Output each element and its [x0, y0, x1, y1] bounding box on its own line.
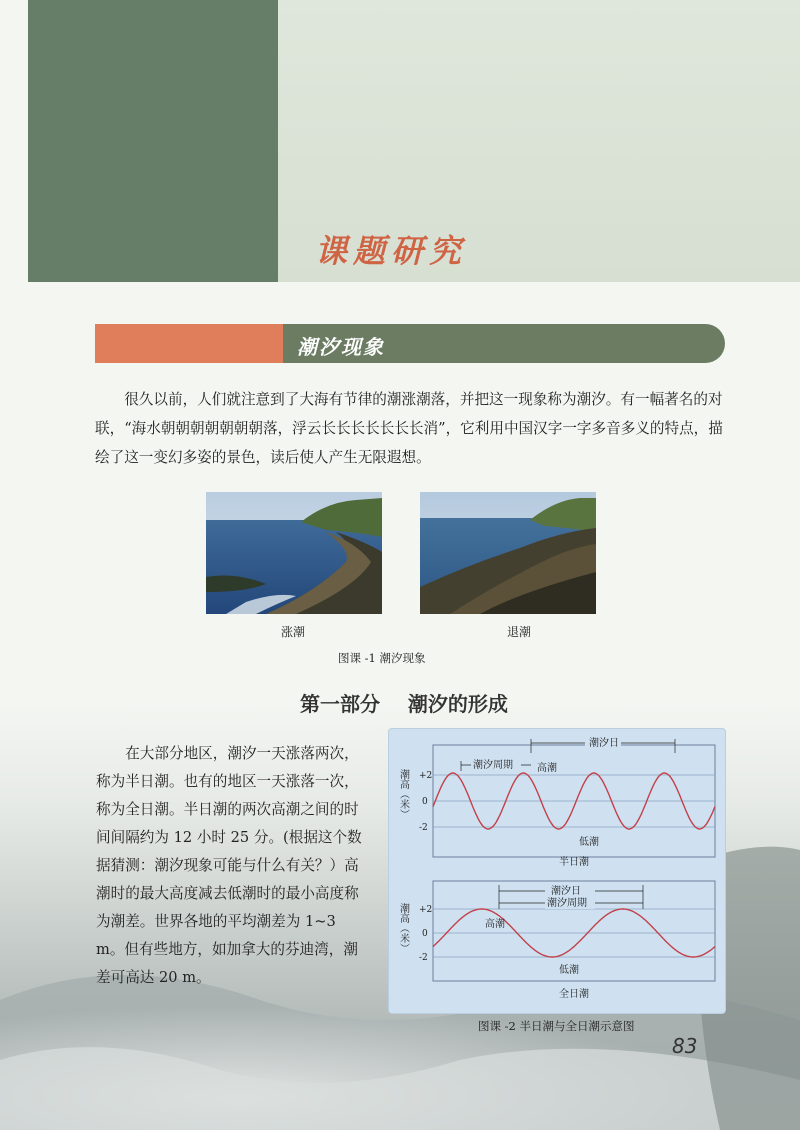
- part-heading: 第一部分 潮汐的形成: [300, 692, 508, 716]
- diurnal-high-label: 高潮: [485, 919, 505, 930]
- diurnal-ylabel: 潮高（米）: [397, 903, 409, 953]
- diurnal-ytick-plus2: +2: [419, 905, 433, 915]
- diurnal-ytick-minus2: -2: [419, 953, 428, 963]
- header-dark-block: [28, 0, 278, 282]
- semidiurnal-low-label: 低潮: [579, 837, 599, 848]
- diurnal-day-label: 潮汐日: [551, 886, 581, 897]
- figure2-caption: 图课 -2 半日潮与全日潮示意图: [478, 1019, 635, 1033]
- semidiurnal-ytick-plus2: +2: [419, 771, 433, 781]
- high-tide-photo: [206, 492, 382, 614]
- diurnal-low-label: 低潮: [559, 965, 579, 976]
- semidiurnal-period-label: 潮汐周期: [473, 760, 513, 771]
- low-tide-caption: 退潮: [507, 625, 532, 639]
- semidiurnal-ytick-minus2: -2: [419, 823, 428, 833]
- semidiurnal-ylabel: 潮高（米）: [397, 769, 409, 819]
- semidiurnal-high-label: 高潮: [537, 763, 557, 774]
- semidiurnal-ytick-0: 0: [422, 797, 428, 807]
- high-tide-caption: 涨潮: [281, 625, 306, 639]
- section-title: 潮汐现象: [297, 335, 385, 359]
- diurnal-ytick-0: 0: [422, 929, 428, 939]
- low-tide-photo: [420, 492, 596, 614]
- tide-formation-paragraph: 在大部分地区，潮汐一天涨落两次，称为半日潮。也有的地区一天涨落一次，称为全日潮。半日潮的两次高潮之间的时间间隔约为 12 小时 25 分。(根据这个数据猜测：潮汐现象可能与什么有关？）高潮时的最大高度减去低潮时的最小高度称为潮差。世界各地的平均潮差为 1~3 m。但有些地方，如加拿大的芬迪湾，潮差可高达 20 m。: [96, 745, 362, 986]
- page-number: 83: [672, 1034, 698, 1058]
- diurnal-title: 全日潮: [559, 989, 589, 1000]
- diurnal-period-label: 潮汐周期: [547, 898, 587, 909]
- intro-paragraph: 很久以前，人们就注意到了大海有节律的潮涨潮落，并把这一现象称为潮汐。有一幅著名的对联，“海水朝朝朝朝朝朝朝落，浮云长长长长长长长消”，它利用中国汉字一字多音多义的特点，描绘了这一变幻多姿的景色，读后使人产生无限遐想。: [95, 391, 723, 466]
- semidiurnal-title: 半日潮: [559, 857, 589, 868]
- semidiurnal-day-label: 潮汐日: [589, 738, 619, 749]
- section-bar-accent: [95, 324, 283, 363]
- tide-charts: [389, 729, 725, 1013]
- tide-chart-panel: [388, 728, 726, 1014]
- figure1-caption: 图课 -1 潮汐现象: [338, 651, 426, 665]
- page-title: 课题研究: [315, 232, 468, 270]
